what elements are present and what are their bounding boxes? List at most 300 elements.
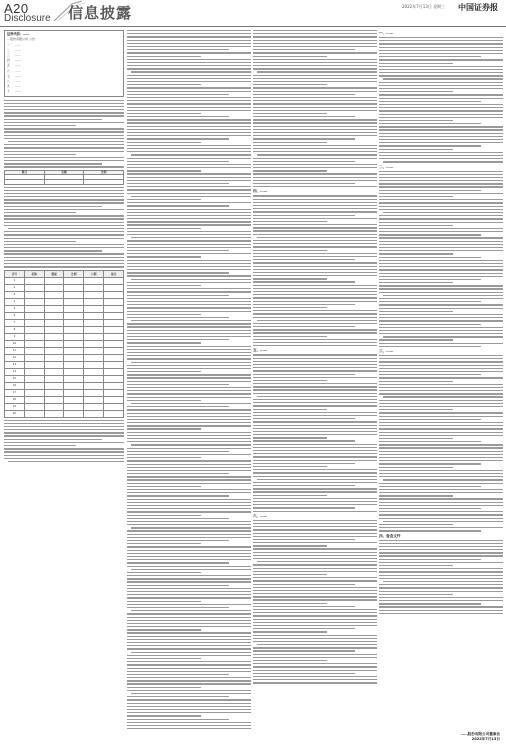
- text-line: [379, 518, 503, 519]
- text-line: [4, 125, 76, 126]
- text-line: [379, 98, 503, 99]
- table-header-cell: 日期: [84, 270, 104, 277]
- table-cell: [24, 354, 44, 361]
- text-line: [4, 257, 124, 258]
- text-line: [253, 87, 377, 88]
- text-line: [131, 196, 251, 197]
- text-line: [127, 712, 251, 713]
- text-line: [4, 445, 76, 446]
- text-line: [379, 209, 503, 210]
- text-line: [379, 104, 503, 105]
- text-line: [4, 147, 124, 148]
- text-line: [127, 349, 251, 350]
- text-line: [127, 397, 251, 398]
- text-line: [127, 425, 251, 426]
- text-line: [131, 652, 251, 653]
- text-line: [257, 71, 377, 72]
- table-header-cell: 金额: [44, 170, 84, 175]
- text-line: [127, 40, 251, 41]
- text-line: [4, 157, 124, 158]
- toc-item-text: ……: [15, 78, 21, 83]
- table-row: [5, 410, 124, 417]
- text-line: [253, 460, 377, 461]
- table-cell: [84, 319, 104, 326]
- text-line: [253, 635, 377, 636]
- text-line: [379, 377, 503, 378]
- text-line: [127, 706, 251, 707]
- text-line: [127, 550, 251, 551]
- text-line: [253, 666, 377, 667]
- text-line: [127, 263, 251, 264]
- table-cell: [24, 298, 44, 305]
- text-line: [127, 107, 251, 108]
- table-cell: [104, 375, 124, 382]
- text-line: [127, 505, 251, 506]
- table-cell: [64, 403, 84, 410]
- table-cell: [84, 340, 104, 347]
- text-line: [253, 148, 377, 149]
- text-line: [379, 43, 503, 44]
- text-line: [379, 460, 503, 461]
- text-line: [253, 97, 377, 98]
- text-line: [253, 545, 327, 546]
- toc-item-text: ……: [15, 73, 21, 78]
- text-line: [253, 641, 377, 642]
- table-cell: 16: [5, 382, 25, 389]
- text-line: [127, 158, 251, 159]
- table-row: [5, 291, 124, 298]
- text-line: [253, 548, 377, 549]
- text-line: [253, 450, 377, 451]
- toc-item-number: 六: [7, 68, 10, 73]
- table-cell: [44, 410, 64, 417]
- text-line: [253, 272, 377, 273]
- text-line: [253, 491, 377, 492]
- text-line: [127, 658, 201, 659]
- text-line: [379, 269, 503, 270]
- toc-item-number: 五: [7, 63, 10, 68]
- text-line: [127, 199, 201, 200]
- text-line: [253, 647, 377, 648]
- text-line: [8, 228, 124, 229]
- text-line: [253, 49, 355, 50]
- text-line: [379, 438, 453, 439]
- text-line: [4, 263, 124, 264]
- text-line: [127, 291, 251, 292]
- text-line: [253, 291, 377, 292]
- text-line: [127, 626, 251, 627]
- table-cell: [64, 326, 84, 333]
- text-line: [253, 199, 377, 200]
- text-line: [127, 253, 251, 254]
- text-line: [127, 358, 251, 359]
- text-line: [4, 442, 124, 443]
- text-line: [379, 139, 503, 140]
- text-line: [253, 313, 377, 314]
- text-line: [127, 30, 251, 31]
- text-line: [379, 234, 481, 235]
- text-line: [379, 94, 503, 95]
- table-cell: [44, 298, 64, 305]
- table-cell: [104, 396, 124, 403]
- table-cell: [64, 410, 84, 417]
- text-block: [253, 195, 377, 346]
- text-line: [253, 555, 377, 556]
- text-line: [379, 441, 481, 442]
- text-line: [127, 202, 251, 203]
- text-line: [127, 365, 251, 366]
- text-line: [379, 511, 503, 512]
- text-line: [253, 539, 355, 540]
- text-line: [379, 126, 503, 127]
- text-line: [253, 294, 377, 295]
- text-block: [379, 355, 503, 532]
- text-line: [379, 540, 503, 541]
- table-cell: [64, 354, 84, 361]
- text-line: [379, 123, 481, 124]
- text-line: [127, 390, 251, 391]
- table-cell: [84, 403, 104, 410]
- toc-item-number: 十: [7, 89, 10, 94]
- text-line: [131, 237, 251, 238]
- text-line: [253, 619, 377, 620]
- table-cell: [64, 396, 84, 403]
- text-line: [253, 453, 377, 454]
- table-cell: [44, 368, 64, 375]
- text-line: [127, 715, 201, 716]
- text-line: [253, 132, 377, 133]
- text-line: [253, 374, 355, 375]
- text-line: [379, 231, 503, 232]
- text-line: [127, 228, 201, 229]
- table-cell: [84, 382, 104, 389]
- text-line: [127, 33, 251, 34]
- text-line: [253, 361, 377, 362]
- text-line: [379, 559, 481, 560]
- text-line: [4, 215, 124, 216]
- table-row: [5, 361, 124, 368]
- text-line: [379, 416, 503, 417]
- text-line: [127, 288, 251, 289]
- text-line: [127, 381, 251, 382]
- text-line: [127, 588, 251, 589]
- text-line: [127, 209, 251, 210]
- text-line: [127, 604, 251, 605]
- table-row: [5, 375, 124, 382]
- text-line: [379, 530, 481, 531]
- table-row: [5, 305, 124, 312]
- text-line: [253, 606, 355, 607]
- text-line: [253, 78, 377, 79]
- text-line: [379, 368, 503, 369]
- table-cell: 11: [5, 347, 25, 354]
- text-line: [379, 85, 503, 86]
- text-line: [127, 368, 251, 369]
- text-line: [127, 339, 229, 340]
- text-line: [379, 174, 503, 175]
- text-line: [253, 145, 377, 146]
- text-line: [127, 617, 251, 618]
- text-line: [4, 458, 124, 459]
- text-line: [253, 227, 377, 228]
- text-line: [383, 581, 503, 582]
- toc-item-number: 四: [7, 58, 10, 63]
- toc-item-text: ……: [15, 89, 21, 94]
- table-cell: 1: [5, 277, 25, 284]
- table-header-cell: 比例: [84, 170, 124, 175]
- text-line: [253, 332, 377, 333]
- text-line: [253, 116, 355, 117]
- table-row: [5, 312, 124, 319]
- text-block: [253, 354, 377, 511]
- text-line: [127, 537, 251, 538]
- text-line: [127, 476, 251, 477]
- text-line: [253, 663, 377, 664]
- text-line: [127, 499, 251, 500]
- text-line: [253, 342, 377, 343]
- table-cell: [24, 319, 44, 326]
- text-line: [253, 552, 377, 553]
- text-line: [379, 476, 503, 477]
- text-line: [127, 212, 251, 213]
- section-title-cn: 信息披露: [68, 4, 133, 22]
- announcement-header-box: [4, 30, 124, 97]
- text-line: [8, 461, 124, 462]
- table-cell: [64, 389, 84, 396]
- signoff-company: ……股份有限公司董事会: [460, 732, 500, 736]
- text-line: [253, 482, 377, 483]
- text-line: [379, 228, 503, 229]
- text-line: [253, 612, 377, 613]
- text-line: [379, 610, 503, 611]
- text-line: [379, 546, 503, 547]
- text-line: [379, 301, 481, 302]
- table-cell: [104, 403, 124, 410]
- text-line: [379, 114, 503, 115]
- table-cell: [84, 375, 104, 382]
- text-line: [4, 119, 102, 120]
- text-line: [127, 709, 251, 710]
- text-line: [253, 587, 377, 588]
- text-line: [4, 135, 124, 136]
- text-line: [379, 47, 503, 48]
- text-line: [379, 260, 503, 261]
- text-line: [379, 508, 481, 509]
- text-line: [127, 126, 251, 127]
- text-line: [253, 167, 377, 168]
- text-line: [253, 253, 377, 254]
- text-line: [253, 62, 377, 63]
- text-line: [127, 680, 251, 681]
- table-cell: 9: [5, 333, 25, 340]
- text-line: [131, 527, 251, 528]
- text-line: [253, 310, 377, 311]
- table-cell: [104, 410, 124, 417]
- text-line: [127, 648, 251, 649]
- text-line: [379, 110, 503, 111]
- text-line: [127, 597, 251, 598]
- text-line: [4, 144, 124, 145]
- text-line: [379, 56, 481, 57]
- table-cell: [24, 368, 44, 375]
- text-line: [127, 486, 201, 487]
- text-line: [379, 412, 503, 413]
- text-line: [257, 320, 377, 321]
- text-line: [127, 272, 229, 273]
- text-line: [127, 161, 229, 162]
- table-cell: [24, 361, 44, 368]
- text-line: [127, 422, 251, 423]
- text-block: [253, 520, 377, 684]
- text-line: [127, 145, 251, 146]
- text-line: [127, 690, 251, 691]
- text-line: [379, 613, 503, 614]
- text-line: [379, 422, 503, 423]
- section-heading: 四、……: [253, 189, 268, 194]
- text-line: [4, 100, 124, 101]
- table-cell: 18: [5, 396, 25, 403]
- text-line: [379, 320, 503, 321]
- text-line: [253, 36, 377, 37]
- table-cell: [64, 382, 84, 389]
- toc-item-number: 七: [7, 73, 10, 78]
- text-line: [253, 673, 355, 674]
- text-line: [379, 72, 503, 73]
- text-line: [127, 336, 251, 337]
- text-line: [127, 170, 201, 171]
- text-line: [253, 654, 377, 655]
- text-line: [379, 527, 503, 528]
- text-line: [379, 206, 503, 207]
- text-line: [383, 212, 503, 213]
- table-cell: [104, 326, 124, 333]
- text-line: [253, 577, 377, 578]
- text-line: [127, 68, 251, 69]
- text-line: [253, 431, 377, 432]
- text-line: [127, 52, 251, 53]
- table-cell: [84, 284, 104, 291]
- text-line: [127, 36, 251, 37]
- text-line: [127, 562, 229, 563]
- text-line: [379, 555, 503, 556]
- table-cell: [64, 333, 84, 340]
- table-cell: 12: [5, 354, 25, 361]
- text-line: [127, 419, 251, 420]
- text-line: [253, 386, 377, 387]
- text-line: [253, 676, 377, 677]
- text-line: [127, 406, 229, 407]
- text-line: [127, 524, 251, 525]
- text-line: [379, 50, 503, 51]
- table-cell: [24, 277, 44, 284]
- detail-table: [4, 270, 124, 418]
- text-line: [253, 224, 377, 225]
- text-line: [127, 409, 251, 410]
- table-header-cell: 比例: [64, 270, 84, 277]
- table-row: [5, 396, 124, 403]
- text-line: [253, 599, 377, 600]
- table-cell: [44, 375, 64, 382]
- table-cell: [64, 319, 84, 326]
- text-line: [127, 393, 251, 394]
- text-line: [253, 679, 377, 680]
- text-line: [127, 275, 251, 276]
- text-line: [257, 237, 377, 238]
- table-cell: 2: [5, 284, 25, 291]
- text-line: [253, 43, 377, 44]
- text-line: [253, 564, 377, 565]
- text-line: [253, 476, 377, 477]
- text-line: [379, 225, 453, 226]
- text-line: [4, 131, 124, 132]
- text-line: [379, 365, 503, 366]
- table-row: [5, 340, 124, 347]
- text-line: [127, 683, 251, 684]
- text-line: [4, 196, 124, 197]
- text-line: [127, 467, 251, 468]
- text-line: [4, 163, 102, 164]
- text-line: [127, 355, 251, 356]
- table-cell: [104, 305, 124, 312]
- text-line: [127, 540, 229, 541]
- text-line: [131, 569, 251, 570]
- table-row: [5, 277, 124, 284]
- text-line: [127, 132, 251, 133]
- text-line: [379, 273, 503, 274]
- text-line: [127, 661, 251, 662]
- text-line: [379, 470, 503, 471]
- table-row: [5, 354, 124, 361]
- text-line: [253, 285, 377, 286]
- text-line: [383, 161, 503, 162]
- text-line: [379, 552, 503, 553]
- text-line: [127, 518, 229, 519]
- text-line: [379, 330, 503, 331]
- table-cell: [104, 361, 124, 368]
- text-line: [253, 68, 377, 69]
- page-number: A20: [4, 1, 29, 16]
- text-line: [253, 164, 377, 165]
- text-line: [253, 447, 377, 448]
- text-line: [379, 419, 481, 420]
- text-line: [253, 221, 327, 222]
- text-line: [379, 603, 481, 604]
- text-line: [127, 464, 251, 465]
- text-line: [379, 387, 503, 388]
- text-line: [379, 177, 503, 178]
- text-line: [253, 418, 355, 419]
- text-line: [383, 521, 503, 522]
- text-line: [127, 304, 251, 305]
- text-line: [253, 103, 377, 104]
- text-line: [253, 370, 377, 371]
- text-line: [4, 420, 124, 421]
- text-line: [253, 507, 355, 508]
- text-line: [253, 571, 377, 572]
- text-line: [4, 423, 124, 424]
- text-line: [253, 183, 355, 184]
- text-line: [379, 483, 503, 484]
- table-cell: [84, 410, 104, 417]
- text-line: [253, 345, 377, 346]
- text-line: [379, 454, 503, 455]
- toc-item-text: ……: [15, 52, 21, 57]
- text-line: [4, 206, 102, 207]
- text-line: [257, 396, 377, 397]
- text-line: [127, 655, 251, 656]
- table-cell: [84, 368, 104, 375]
- text-line: [127, 613, 251, 614]
